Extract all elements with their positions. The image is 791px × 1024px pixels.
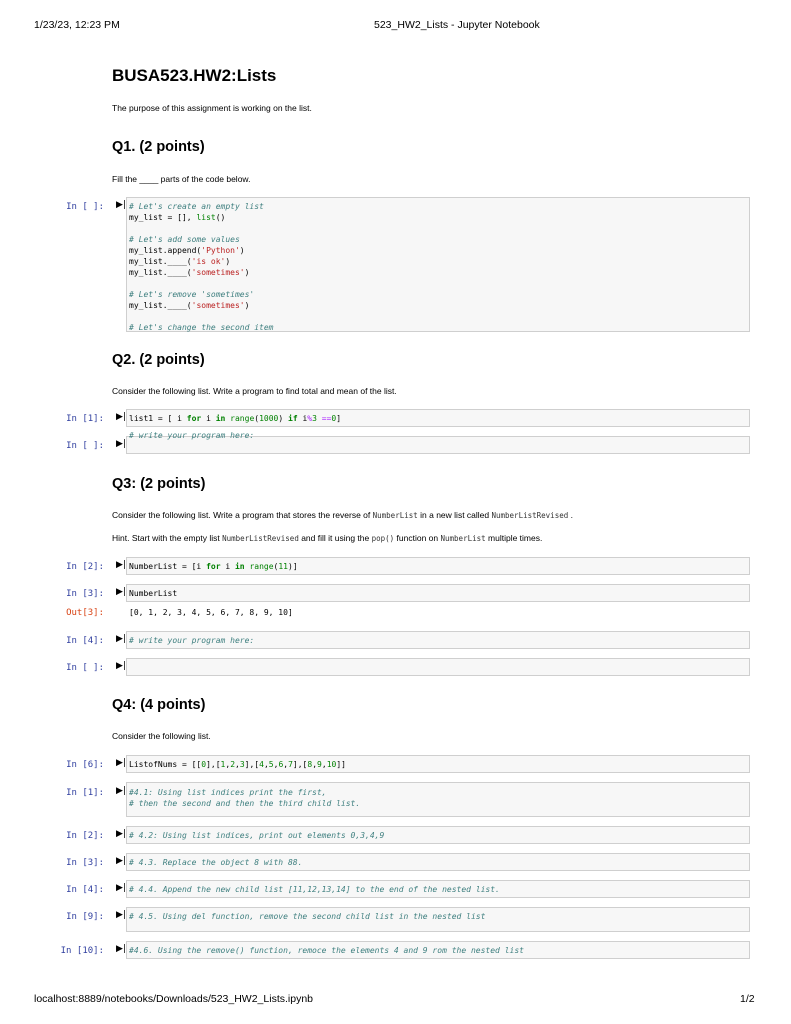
run-icon[interactable]: ▶|	[116, 560, 126, 570]
q4-code-4[interactable]: # 4.4. Append the new child list [11,12,13,14] to the end of the nested list.	[129, 885, 500, 894]
q4-code-9[interactable]: # 4.5. Using del function, remove the second child list in the nested list	[129, 912, 486, 921]
q4-prompt-10: In [10]:	[60, 946, 104, 956]
q4-code-10[interactable]: #4.6. Using the remove() function, remoce the elements 4 and 9 rom the nested list	[129, 946, 524, 955]
intro-text: The purpose of this assignment is working on the list.	[112, 103, 312, 113]
q4-prompt-2: In [2]:	[66, 831, 104, 841]
run-icon[interactable]: ▶|	[116, 661, 126, 671]
q3-heading: Q3: (2 points)	[112, 476, 206, 492]
q2-text: Consider the following list. Write a program to find total and mean of the list.	[112, 386, 397, 396]
print-datetime: 1/23/23, 12:23 PM	[34, 19, 120, 31]
q2-heading: Q2. (2 points)	[112, 352, 205, 368]
run-icon[interactable]: ▶|	[116, 412, 126, 422]
q4-prompt-1: In [1]:	[66, 788, 104, 798]
q2-prompt-2: In [ ]:	[66, 441, 104, 451]
run-icon[interactable]: ▶|	[116, 856, 126, 866]
q3-code-3[interactable]: # write your program here:	[129, 636, 255, 645]
q3-text-2: Hint. Start with the empty list NumberListRevised and fill it using the pop() function on NumberList multiple times.	[112, 533, 543, 543]
q1-prompt: In [ ]:	[66, 202, 104, 212]
q3-prompt-3: In [4]:	[66, 636, 104, 646]
print-title: 523_HW2_Lists - Jupyter Notebook	[374, 19, 540, 31]
run-icon[interactable]: ▶|	[116, 634, 126, 644]
q3-out-prompt: Out[3]:	[66, 608, 104, 618]
run-icon[interactable]: ▶|	[116, 587, 126, 597]
print-url: localhost:8889/notebooks/Downloads/523_HW2_Lists.ipynb	[34, 993, 314, 1005]
q3-code-cell-2[interactable]	[126, 584, 750, 602]
q4-text: Consider the following list.	[112, 731, 211, 741]
print-page-number: 1/2	[740, 993, 755, 1005]
q4-code-1[interactable]: #4.1: Using list indices print the first, # then the second and then the third child list.	[129, 788, 361, 808]
q4-prompt-3: In [3]:	[66, 858, 104, 868]
q4-code-6[interactable]: ListofNums = [[0],[1,2,3],[4,5,6,7],[8,9,10]]	[129, 760, 346, 769]
q4-heading: Q4: (4 points)	[112, 697, 206, 713]
run-icon[interactable]: ▶|	[116, 439, 126, 449]
q3-output: [0, 1, 2, 3, 4, 5, 6, 7, 8, 9, 10]	[129, 608, 293, 617]
q3-prompt-4: In [ ]:	[66, 663, 104, 673]
q2-prompt-1: In [1]:	[66, 414, 104, 424]
q1-text: Fill the ____ parts of the code below.	[112, 174, 251, 184]
run-icon[interactable]: ▶|	[116, 829, 126, 839]
q3-code-cell-4[interactable]	[126, 658, 750, 676]
run-icon[interactable]: ▶|	[116, 944, 126, 954]
q2-code-1[interactable]: list1 = [ i for i in range(1000) if i%3 ==0]	[129, 414, 342, 423]
run-icon[interactable]: ▶|	[116, 758, 126, 768]
q3-prompt-1: In [2]:	[66, 562, 104, 572]
run-icon[interactable]: ▶|	[116, 786, 126, 796]
q2-code-2[interactable]: # write your program here:	[129, 431, 255, 440]
q3-prompt-2: In [3]:	[66, 589, 104, 599]
notebook-title: BUSA523.HW2:Lists	[112, 66, 277, 85]
q4-prompt-9: In [9]:	[66, 912, 104, 922]
q3-code-1[interactable]: NumberList = [i for i in range(11)]	[129, 562, 298, 571]
q4-code-2[interactable]: # 4.2: Using list indices, print out elements 0,3,4,9	[129, 831, 385, 840]
q3-code-2[interactable]: NumberList	[129, 589, 178, 598]
run-icon[interactable]: ▶|	[116, 200, 126, 210]
q1-code[interactable]: # Let's create an empty list my_list = [], list() # Let's add some values my_list.append('Python') my_list.____('is ok') my_list.____('sometimes') # Let's remove 'sometimes' my_list.____('sometimes') # Let's change the second item	[129, 202, 274, 332]
run-icon[interactable]: ▶|	[116, 883, 126, 893]
run-icon[interactable]: ▶|	[116, 910, 126, 920]
q4-prompt-4: In [4]:	[66, 885, 104, 895]
q1-heading: Q1. (2 points)	[112, 139, 205, 155]
q4-prompt-6: In [6]:	[66, 760, 104, 770]
q3-text-1: Consider the following list. Write a program that stores the reverse of NumberList in a new list called NumberListRevised .	[112, 510, 573, 520]
q4-code-3[interactable]: # 4.3. Replace the object 8 with 88.	[129, 858, 303, 867]
